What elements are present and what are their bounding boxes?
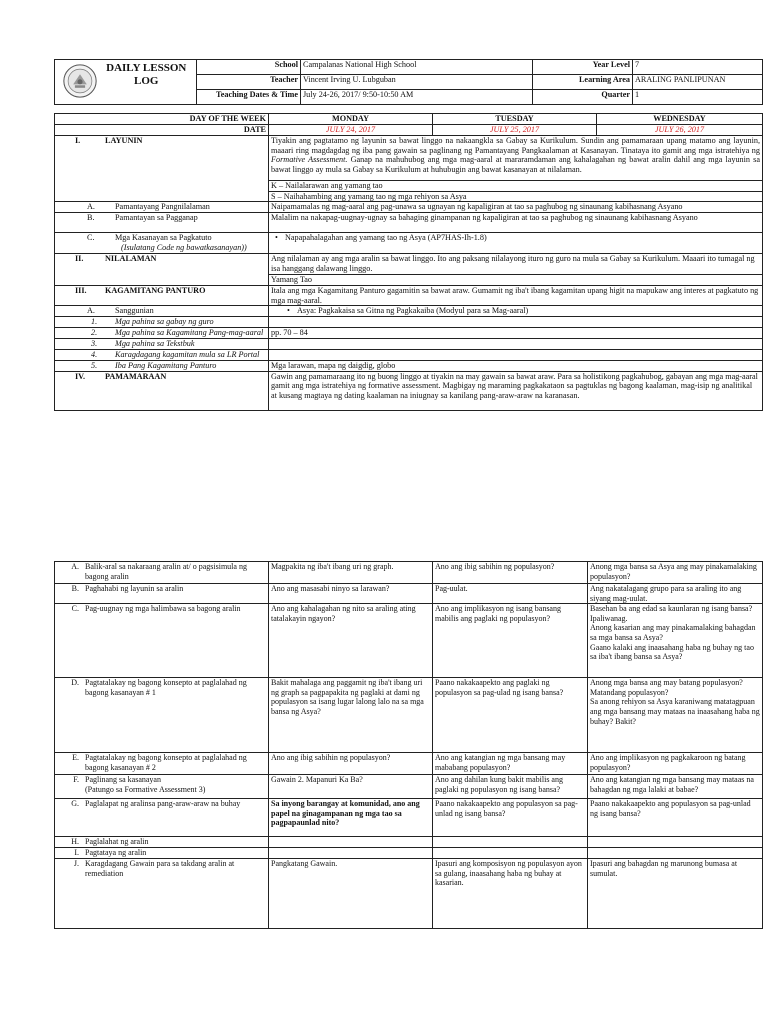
wednesday-date: JULY 26, 2017 [597, 124, 763, 135]
monday-activity: Ano ang masasabi ninyo sa larawan? [269, 584, 433, 604]
procedure-row [55, 848, 763, 859]
procedure-label [55, 678, 269, 753]
procedure-row [55, 584, 763, 604]
iba-pang-kagamitan-value: Mga larawan, mapa ng daigdig, globo [269, 360, 763, 371]
kasanayan-text [269, 233, 763, 254]
wednesday-activity: Ipasuri ang bahagdan ng marunong bumasa at sumulat. [588, 859, 763, 929]
b-label: Pamantayan sa Pagganap [115, 213, 198, 223]
procedure-label-text: Pagtatalakay ng bagong konsepto at paglalahad ng bagong kasanayan # 1 [85, 678, 247, 697]
procedure-num: C. [71, 604, 79, 614]
wednesday-activity: Paano nakakaapekto ang populasyon sa pag-unlad ng isang bansa? [588, 799, 763, 837]
lesson-plan-table [54, 113, 763, 411]
kasanayan-bullet: • Napapahalagahan ang yamang tao ng Asya (AP7HAS-Ih-1.8) [271, 233, 487, 242]
pamamaraan-label: PAMAMARAAN [105, 371, 167, 381]
procedure-label-text: Pag-uugnay ng mga halimbawa sa bagong aralin [85, 604, 241, 614]
procedure-num: I. [74, 848, 79, 858]
teacher-label: Teacher [197, 75, 301, 90]
layunin-label: LAYUNIN [105, 135, 143, 145]
kagamitan-heading [55, 285, 269, 306]
monday-activity [269, 837, 433, 848]
kagamitan-label: KAGAMITANG PANTURO [105, 285, 206, 295]
monday-activity [269, 848, 433, 859]
tuesday-date: JULY 25, 2017 [433, 124, 597, 135]
kasanayan-label [55, 233, 269, 254]
procedure-label [55, 848, 269, 859]
year-value: 7 [633, 60, 763, 75]
layunin-text-a: Tiyakin ang pagtatamo ng layunin sa bawat linggo na nakaangkla sa Gabay sa Kurikulum. Sundin ang pamamaraan upang matamo ang layunin, maaari ring magdagdag ng iba pang gawain sa paglinang ng Pamantayang Pangkaalaman at Kasanayan. Tinataya ito gamit ang mga istratehiya ng [271, 135, 760, 155]
wednesday-activity: Anong mga bansa ang may batang populasyon? Matandang populasyon? Sa anong rehiyon sa Asya karaniwang matatagpuan ang mga bansang may mataas na inaasahang haba ng buhay? Bakit? [588, 678, 763, 753]
procedure-row [55, 775, 763, 799]
a-label: Pamantayang Pangnilalaman [115, 202, 210, 212]
nilalaman-heading [55, 254, 269, 286]
pamamaraan-text: Gawin ang pamamaraang ito ng buong linggo at tiyakin na may gawain sa bawat araw. Para sa holistikong pagkahubog, gabayan ang mga mag-aaral gamit ang mga istratehiya ng formative assessment. Magbigay ng maraming pagkakataon sa pagtuklas ng bagong kaalaman, mag-isip ng analitikal at kusang magtaya ng dating kaalaman na iniugnay sa kanilang pang-araw-araw na karanasan. [269, 371, 763, 410]
procedure-num: F. [73, 775, 79, 785]
tuesday-activity [433, 837, 588, 848]
sanggunian-num: A. [87, 306, 95, 316]
day-of-week-label: DAY OF THE WEEK [55, 114, 269, 125]
procedure-num: E. [72, 753, 79, 763]
procedure-num: D. [71, 678, 79, 688]
monday-activity: Ano ang ibig sabihin ng populasyon? [269, 753, 433, 775]
monday-activity: Magpakita ng iba't ibang uri ng graph. [269, 562, 433, 584]
procedure-label-text: Balik-aral sa nakaraang aralin at/ o pagsisimula ng bagong aralin [85, 562, 247, 581]
gabay-guro-label [55, 317, 269, 328]
nilalaman-num: II. [75, 254, 84, 264]
pamantayan-sa-pagganap-text: Malalim na nakapag-uugnay-ugnay sa bahaging ginampanan ng kapaligiran at tao sa paghubog ng sinaunang kabihasnang Asyano [269, 213, 763, 233]
wednesday-activity: Ano ang implikasyon ng pagkakaroon ng batang populasyon? [588, 753, 763, 775]
procedure-num: G. [71, 799, 79, 809]
dll-title-line2: LOG [134, 74, 159, 87]
dll-title [97, 60, 197, 105]
pamamaraan-heading [55, 371, 269, 410]
procedure-num: J. [73, 859, 79, 869]
date-label: DATE [55, 124, 269, 135]
nilalaman-label: NILALAMAN [105, 254, 157, 264]
procedure-label [55, 604, 269, 678]
school-value: Campalanas National High School [301, 60, 533, 75]
procedure-label-text: Pagtatalakay ng bagong konsepto at paglalahad ng bagong kasanayan # 2 [85, 753, 247, 772]
pamantayan-sa-pagganap-label [55, 213, 269, 233]
school-label: School [197, 60, 301, 75]
i3-label: Mga pahina sa Tekstbuk [115, 338, 195, 348]
procedure-row [55, 678, 763, 753]
wednesday-activity: Anong mga bansa sa Asya ang may pinakamalaking populasyon? [588, 562, 763, 584]
tuesday-activity: Ano ang implikasyon ng isang bansang mabilis ang paglaki ng populasyon? [433, 604, 588, 678]
kagamitang-pang-mag-aaral-label [55, 328, 269, 339]
procedure-label [55, 799, 269, 837]
i4-num: 4. [91, 349, 98, 359]
procedure-label [55, 775, 269, 799]
kagamitan-num: III. [75, 285, 87, 295]
wednesday-activity [588, 837, 763, 848]
procedure-label [55, 584, 269, 604]
layunin-text-italic: Formative Assessment. [271, 155, 348, 165]
procedure-table [54, 561, 763, 929]
procedure-label-text: Paglinang sa kasanayan (Patungo sa Formative Assessment 3) [85, 775, 206, 794]
layunin-k: K – Nailalarawan ang yamang tao [269, 180, 763, 191]
procedure-steps [55, 562, 763, 929]
pamamaraan-num: IV. [75, 371, 86, 381]
tekstbuk-label [55, 338, 269, 349]
year-label: Year Level [533, 60, 633, 75]
tuesday-activity: Ipasuri ang komposisyon ng populasyon ayon sa gulang, inaasahang haba ng buhay at kasarian. [433, 859, 588, 929]
i5-num: 5. [91, 360, 98, 370]
i1-label: Mga pahina sa gabay ng guro [115, 317, 214, 327]
c-label: Mga Kasanayan sa Pagkatuto [115, 233, 212, 243]
sanggunian-value [269, 306, 763, 317]
pamantayang-pangnilalaman-label [55, 202, 269, 213]
procedure-label-text: Paglalapat ng aralinsa pang-araw-araw na buhay [85, 799, 241, 809]
layunin-s: S – Naihahambing ang yamang tao ng mga rehiyon sa Asya [269, 191, 763, 202]
lr-portal-value [269, 349, 763, 360]
procedure-row [55, 562, 763, 584]
i3-num: 3. [91, 338, 98, 348]
monday-activity: Bakit mahalaga ang paggamit ng iba't ibang uri ng graph sa pagpapakita ng paglaki at dami ng populasyon sa isang lugar lalong lalo na sa mga bansa ng Asya? [269, 678, 433, 753]
layunin-description [269, 135, 763, 180]
tuesday-activity [433, 848, 588, 859]
deped-seal-icon [63, 64, 97, 98]
area-label: Learning Area [533, 75, 633, 90]
procedure-row [55, 837, 763, 848]
tuesday-activity: Ano ang katangian ng mga bansang may mababang populasyon? [433, 753, 588, 775]
layunin-text-b: Ganap na mahuhubog ang mga mag-aaral at mararamdaman ang kahalagahan ng bawat aralin dahil ang mga layunin sa bawat linggo ay mula sa Gabay sa Kurikulum at huhubugin ang bawat kasanayan at nilalaman. [271, 155, 760, 175]
monday-activity: Pangkatang Gawain. [269, 859, 433, 929]
quarter-label: Quarter [533, 90, 633, 105]
lr-portal-label [55, 349, 269, 360]
nilalaman-topic: Yamang Tao [269, 274, 763, 285]
sanggunian-label [55, 306, 269, 317]
wednesday-header: WEDNESDAY [597, 114, 763, 125]
dates-label: Teaching Dates & Time [197, 90, 301, 105]
i1-num: 1. [91, 317, 98, 327]
procedure-row [55, 859, 763, 929]
wednesday-activity: Ang nakatalagang grupo para sa araling ito ang siyang mag-uulat. [588, 584, 763, 604]
procedure-label [55, 753, 269, 775]
procedure-num: H. [71, 837, 79, 847]
tekstbuk-value [269, 338, 763, 349]
procedure-label-text: Paglalahat ng aralin [85, 837, 149, 847]
kagamitan-text: Itala ang mga Kagamitang Panturo gagamitin sa bawat araw. Gumamit ng iba't ibang kagamitan upang higit na mapukaw ang interes at pagkatuto ng mga mag-aaral. [269, 285, 763, 306]
procedure-num: A. [71, 562, 79, 571]
kagamitang-pang-mag-aaral-value: pp. 70 – 84 [269, 328, 763, 339]
procedure-num: B. [71, 584, 79, 593]
layunin-heading [55, 135, 269, 202]
gabay-guro-value [269, 317, 763, 328]
deped-seal-cell [55, 60, 97, 105]
tuesday-activity: Ano ang ibig sabihin ng populasyon? [433, 562, 588, 584]
procedure-row [55, 753, 763, 775]
wednesday-activity [588, 848, 763, 859]
monday-header: MONDAY [269, 114, 433, 125]
c-sub: (Isulatang Code ng bawatkasanayan)) [121, 243, 247, 253]
teacher-value: Vincent Irving U. Lubguban [301, 75, 533, 90]
procedure-label-text: Karagdagang Gawain para sa takdang aralin at remediation [85, 859, 235, 878]
tuesday-activity: Pag-uulat. [433, 584, 588, 604]
header-table [54, 59, 763, 105]
area-value: ARALING PANLIPUNAN [633, 75, 763, 90]
procedure-label-text: Paghahabi ng layunin sa aralin [85, 584, 184, 593]
procedure-label [55, 837, 269, 848]
procedure-label-text: Pagtataya ng aralin [85, 848, 147, 858]
i5-label: Iba Pang Kagamitang Panturo [115, 360, 217, 370]
i2-num: 2. [91, 328, 98, 338]
tuesday-header: TUESDAY [433, 114, 597, 125]
sanggunian-bullet: • Asya: Pagkakaisa sa Gitna ng Pagkakaiba (Modyul para sa Mag-aaral) [271, 306, 528, 315]
tuesday-activity: Paano nakakaapekto ang populasyon sa pag-unlad ng isang bansa? [433, 799, 588, 837]
tuesday-activity: Paano nakakaapekto ang paglaki ng populasyon sa pag-ulad ng isang bansa? [433, 678, 588, 753]
pamantayang-pangnilalaman-text: Naipamamalas ng mag-aaral ang pag-unawa sa ugnayan ng kapaligiran at tao sa paghubog ng sinaunang kabihasnang Asyano [269, 202, 763, 213]
procedure-row [55, 604, 763, 678]
monday-date: JULY 24, 2017 [269, 124, 433, 135]
procedure-label [55, 859, 269, 929]
iba-pang-kagamitan-label [55, 360, 269, 371]
dates-value: July 24-26, 2017/ 9:50-10:50 AM [301, 90, 533, 105]
layunin-num: I. [75, 135, 81, 145]
a-num: A. [87, 202, 95, 212]
wednesday-activity: Basehan ba ang edad sa kaunlaran ng isang bansa? Ipaliwanag. Anong kasarian ang may pinakamalaking bahagdan sa mga bansa sa Asya? Gaano kalaki ang inaasahang haba ng buhay ng tao sa iba't ibang bansa sa Asya? [588, 604, 763, 678]
c-num: C. [87, 233, 95, 243]
b-num: B. [87, 213, 95, 223]
dll-title-line1: DAILY LESSON [106, 62, 187, 74]
monday-activity: Sa inyong barangay at komunidad, ano ang papel na ginagampanan ng mga tao sa pagpapaunlad nito? [269, 799, 433, 837]
quarter-value: 1 [633, 90, 763, 105]
i2-label: Mga pahina sa Kagamitang Pang-mag-aaral [115, 328, 264, 338]
procedure-row [55, 799, 763, 837]
wednesday-activity: Ano ang katangian ng mga bansang may mataas na bahagdan ng mga lalaki at babae? [588, 775, 763, 799]
procedure-label [55, 562, 269, 584]
nilalaman-text: Ang nilalaman ay ang mga aralin sa bawat linggo. Ito ang paksang nilalayong ituro ng guro na mula sa Gabay sa Kurikulum. Maaari ito tumagal ng isa hanggang dalawang linggo. [269, 254, 763, 275]
monday-activity: Gawain 2. Mapanuri Ka Ba? [269, 775, 433, 799]
tuesday-activity: Ano ang dahilan kung bakit mabilis ang paglaki ng populasyon ng isang bansa? [433, 775, 588, 799]
i4-label: Karagdagang kagamitan mula sa LR Portal [115, 349, 260, 359]
sanggunian-text: Sanggunian [115, 306, 154, 316]
monday-activity: Ano ang kahalagahan ng nito sa araling ating tatalakayin ngayon? [269, 604, 433, 678]
